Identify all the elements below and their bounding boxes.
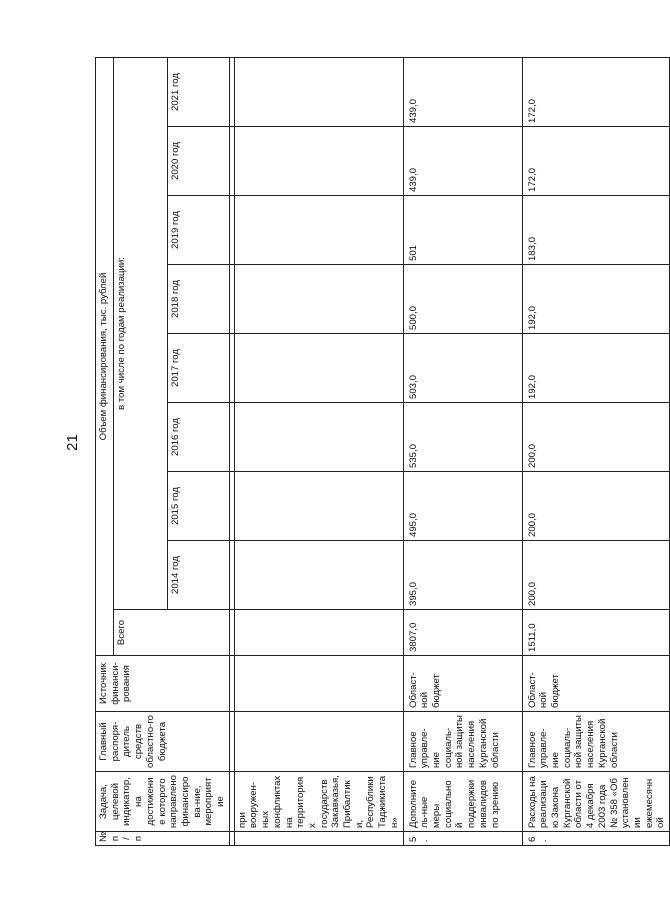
row-value: 192,0: [522, 265, 669, 334]
row-value: 172,0: [522, 58, 669, 127]
row-source: Област-ной бюджет: [403, 656, 522, 712]
row-no: [234, 832, 403, 846]
row-value: 503,0: [403, 334, 522, 403]
row-value: [234, 334, 403, 403]
table-row: [234, 58, 403, 846]
financing-table: [95, 57, 670, 846]
row-value: [234, 403, 403, 472]
row-value: 439,0: [403, 58, 522, 127]
row-value: 439,0: [403, 127, 522, 196]
row-source: [234, 656, 403, 712]
row-value: [234, 472, 403, 541]
row-no: 5.: [403, 832, 522, 846]
row-total: 3807,0: [403, 610, 522, 656]
header-year: 2017 год: [167, 334, 229, 403]
row-value: 495,0: [403, 472, 522, 541]
header-year: 2016 год: [167, 403, 229, 472]
header-source: Источник финанси-рования: [96, 656, 230, 712]
table-row: [403, 58, 522, 846]
row-task: при вооружен-ных конфликтах на территориях государств Закавказья, Прибалтики, Республики Таджикистан»: [234, 772, 403, 832]
row-manager: [234, 712, 403, 772]
page-number: 21: [63, 434, 81, 451]
header-year: 2018 год: [167, 265, 229, 334]
row-manager: Главное управле-ние социаль-ной защиты населения Курганской области: [403, 712, 522, 772]
row-value: 192,0: [522, 334, 669, 403]
row-total: [234, 610, 403, 656]
row-value: 172,0: [522, 127, 669, 196]
header-year: 2014 год: [167, 541, 229, 610]
row-value: 200,0: [522, 541, 669, 610]
row-value: [234, 541, 403, 610]
header-year: 2019 год: [167, 196, 229, 265]
header-volume: Объем финансирования, тыс. рублей: [96, 58, 114, 656]
header-year: 2015 год: [167, 472, 229, 541]
row-value: 183,0: [522, 196, 669, 265]
header-manager: Главный распоря-дитель средств областно-го бюджета: [96, 712, 230, 772]
row-value: [234, 58, 403, 127]
header-year: 2021 год: [167, 58, 229, 127]
row-value: 395,0: [403, 541, 522, 610]
row-source: Област-ной бюджет: [522, 656, 669, 712]
row-value: [234, 265, 403, 334]
row-task: Дополнитель-ные меры социальной поддержки инвалидов по зрению: [403, 772, 522, 832]
header-no: № п/п: [96, 832, 230, 846]
header-by-years: в том числе по годам реализации:: [114, 58, 168, 610]
header-task: Задача, целевой индикатор, на достижение которого направлено финансирова-ние, мероприятие: [96, 772, 230, 832]
row-value: 200,0: [522, 403, 669, 472]
row-total: 1511,0: [522, 610, 669, 656]
table-row: [522, 58, 669, 846]
header-total: Всего: [114, 610, 230, 656]
row-no: 6.: [522, 832, 669, 846]
row-value: 535,0: [403, 403, 522, 472]
row-value: 501: [403, 196, 522, 265]
rotated-table-container: [95, 58, 667, 846]
row-value: [234, 196, 403, 265]
row-value: [234, 127, 403, 196]
row-value: 200,0: [522, 472, 669, 541]
row-manager: Главное управле-ние социаль-ной защиты населения Курганской области: [522, 712, 669, 772]
header-year: 2020 год: [167, 127, 229, 196]
row-task: Расходы на реализацию Закона Курганской области от 4 декабря 2003 года № 358 «Об установлении ежемесячной: [522, 772, 669, 832]
row-value: 500,0: [403, 265, 522, 334]
